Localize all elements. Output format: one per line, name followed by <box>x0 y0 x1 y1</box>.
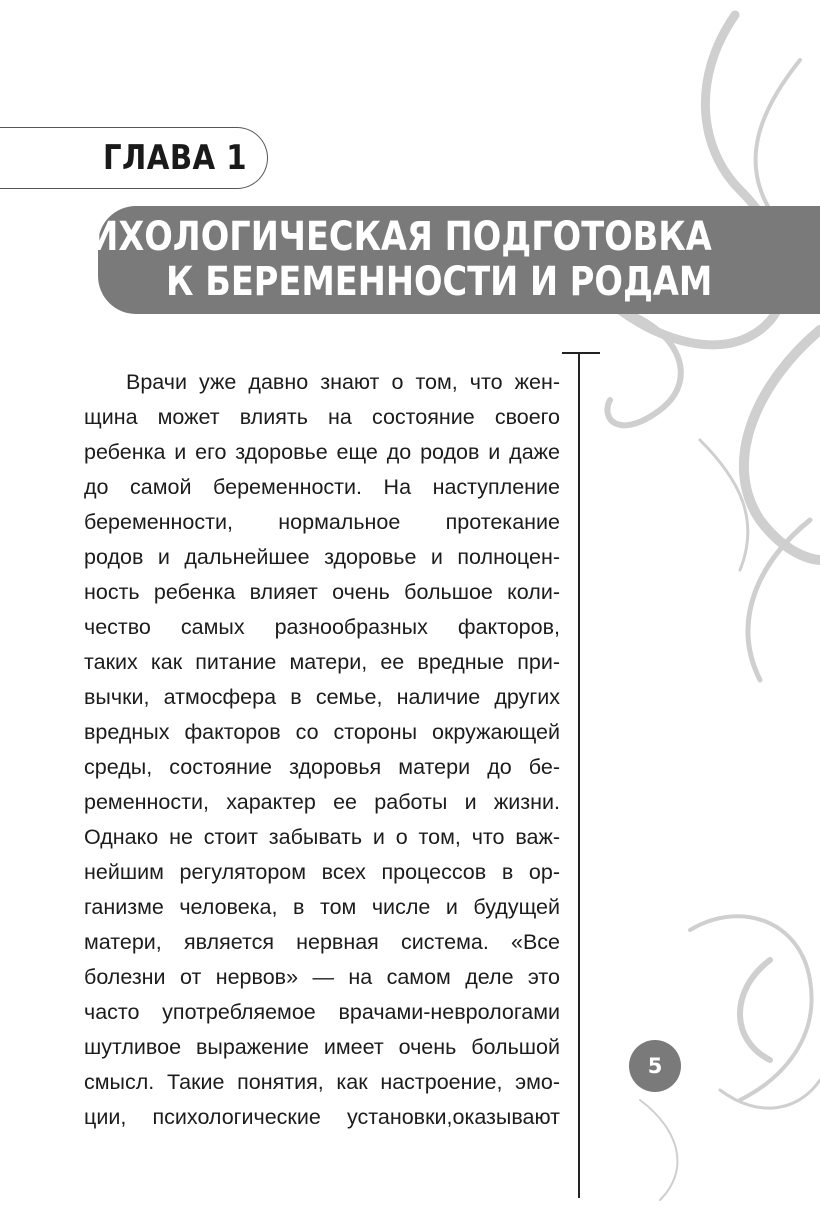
text-line: ребенка и его здоровье еще до родов и даже <box>84 440 560 464</box>
text-line: ременности, характер ее работы и жизни. <box>84 790 560 814</box>
text-line: до самой беременности. На наступление <box>84 475 560 499</box>
text-line: ции, психологические установки,оказывают <box>84 1105 560 1129</box>
text-line: таких как питание матери, ее вредные при- <box>84 650 560 674</box>
text-line: ганизме человека, в том числе и будущей <box>84 895 560 919</box>
text-line: Однако не стоит забывать и о том, что важ- <box>84 825 560 849</box>
body-paragraph <box>84 365 560 1135</box>
text-line: ность ребенка влияет очень большое коли- <box>84 580 560 604</box>
text-line: болезни от нервов» — на самом деле это <box>84 965 560 989</box>
text-line: чество самых разнообразных факторов, <box>84 615 560 639</box>
text-line: щина может влиять на состояние своего <box>84 405 560 429</box>
page-number-badge: 5 <box>629 1040 681 1092</box>
horizontal-rule-tick <box>562 352 600 354</box>
text-line: вычки, атмосфера в семье, наличие других <box>84 685 560 709</box>
chapter-title-line-2: К БЕРЕМЕННОСТИ И РОДАМ <box>165 259 712 305</box>
chapter-label: ГЛАВА 1 <box>103 138 248 178</box>
text-line: часто употребляемое врачами-неврологами <box>84 1000 560 1024</box>
text-line: Врачи уже давно знают о том, что жен- <box>126 370 560 394</box>
vertical-rule <box>578 352 580 1198</box>
chapter-title-line-1: ПСИХОЛОГИЧЕСКАЯ ПОДГОТОВКА <box>37 214 712 260</box>
text-line: вредных факторов со стороны окружающей <box>84 720 560 744</box>
text-line: нейшим регулятором всех процессов в ор- <box>84 860 560 884</box>
text-line: родов и дальнейшее здоровье и полноцен- <box>84 545 560 569</box>
text-line: шутливое выражение имеет очень большой <box>84 1035 560 1059</box>
text-line: смысл. Такие понятия, как настроение, эмо- <box>84 1070 560 1094</box>
text-line: матери, является нервная система. «Все <box>84 930 560 954</box>
text-line: беременности, нормальное протекание <box>84 510 560 534</box>
text-line: среды, состояние здоровья матери до бе- <box>84 755 560 779</box>
